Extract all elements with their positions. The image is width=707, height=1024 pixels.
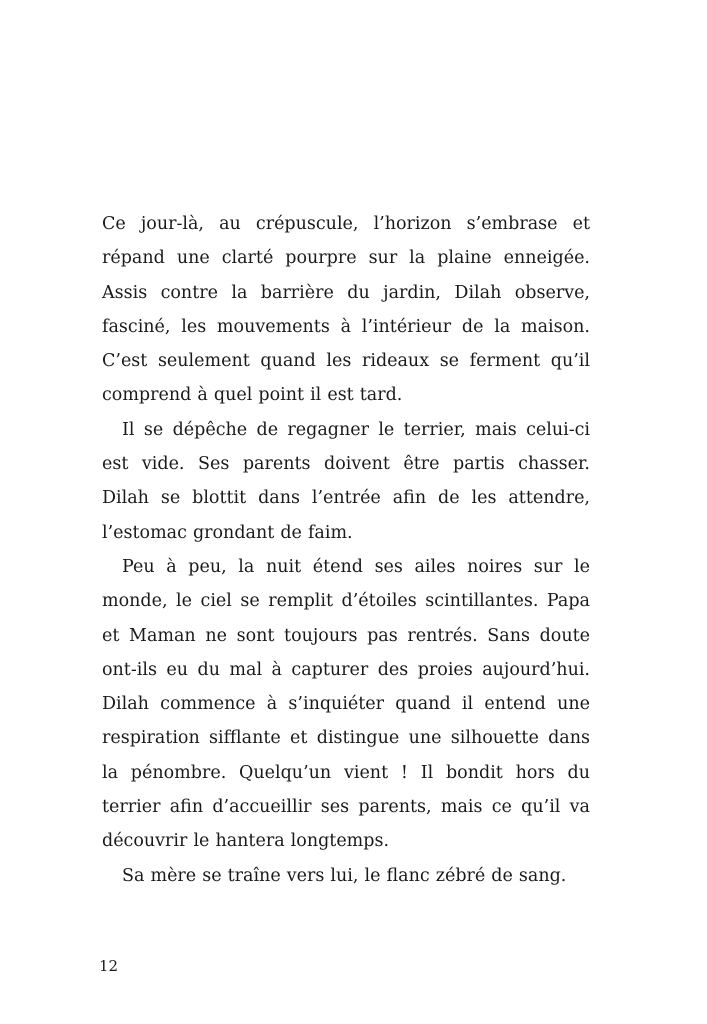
paragraph-1: Ce jour-là, au crépuscule, l’horizon s’embrase et répand une clarté pourpre sur la plaine enneigée. Assis contre la barrière du jardin, Dilah observe, fasciné, les mouvements à l’intérieur de la maison. C’est seulement quand les rideaux se ferment qu’il comprend à quel point il est tard. <box>102 214 590 406</box>
page-body-text <box>102 207 590 893</box>
page-number: 12 <box>99 957 119 975</box>
paragraph-3: Peu à peu, la nuit étend ses ailes noires sur le monde, le ciel se remplit d’étoiles scintillantes. Papa et Maman ne sont toujours pas rentrés. Sans doute ont-ils eu du mal à capturer des proies aujourd’hui. Dilah commence à s’inquiéter quand il entend une respiration sifflante et distingue une silhouette dans la pénombre. Quelqu’un vient ! Il bondit hors du terrier afin d’accueillir ses parents, mais ce qu’il va découvrir le hantera longtemps. <box>102 556 590 852</box>
paragraph-4: Sa mère se traîne vers lui, le flanc zébré de sang. <box>122 865 567 886</box>
paragraph-2: Il se dépêche de regagner le terrier, mais celui-ci est vide. Ses parents doivent être partis chasser. Dilah se blottit dans l’entrée afin de les attendre, l’estomac grondant de faim. <box>102 419 590 543</box>
